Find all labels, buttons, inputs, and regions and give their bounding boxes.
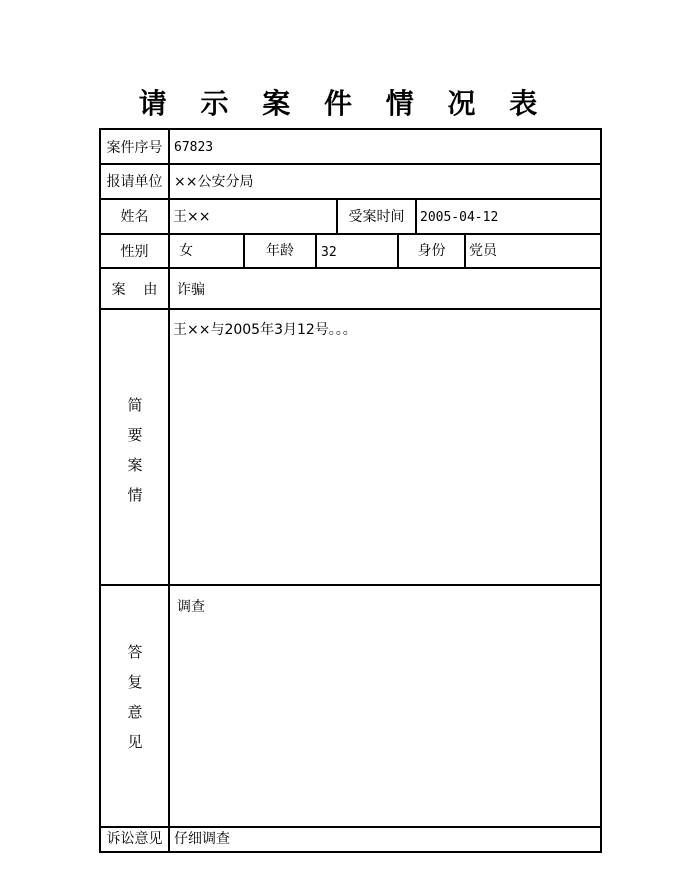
accept-time-label: 受案时间 — [348, 209, 405, 225]
case-form — [99, 128, 602, 853]
age-value: 32 — [321, 245, 337, 260]
reporting-unit-label: 报请单位 — [106, 174, 163, 190]
name-value: 王×× — [173, 209, 211, 225]
age-label: 年龄 — [266, 243, 294, 259]
name-label: 姓名 — [120, 209, 149, 225]
summary-value: 王××与2005年3月12号。。。 — [173, 322, 357, 338]
case-no-label: 案件序号 — [106, 140, 163, 156]
form-title: 请 示 案 件 情 况 表 — [138, 87, 550, 120]
cause-value: 诈骗 — [177, 282, 205, 298]
litigation-value: 仔细调查 — [174, 831, 230, 847]
reply-value: 调查 — [177, 599, 205, 615]
cause-label: 案 由 — [111, 282, 158, 298]
case-no-value: 67823 — [174, 140, 214, 155]
reply-label: 答 复 意 见 — [127, 643, 143, 751]
gender-value: 女 — [179, 243, 193, 259]
summary-label: 简 要 案 情 — [127, 396, 143, 504]
gender-label: 性别 — [120, 244, 149, 260]
identity-value: 党员 — [469, 243, 497, 259]
identity-label: 身份 — [417, 243, 446, 259]
accept-time-value: 2005-04-12 — [420, 210, 499, 225]
litigation-label: 诉讼意见 — [106, 831, 163, 847]
reporting-unit-value: ××公安分局 — [174, 174, 254, 190]
